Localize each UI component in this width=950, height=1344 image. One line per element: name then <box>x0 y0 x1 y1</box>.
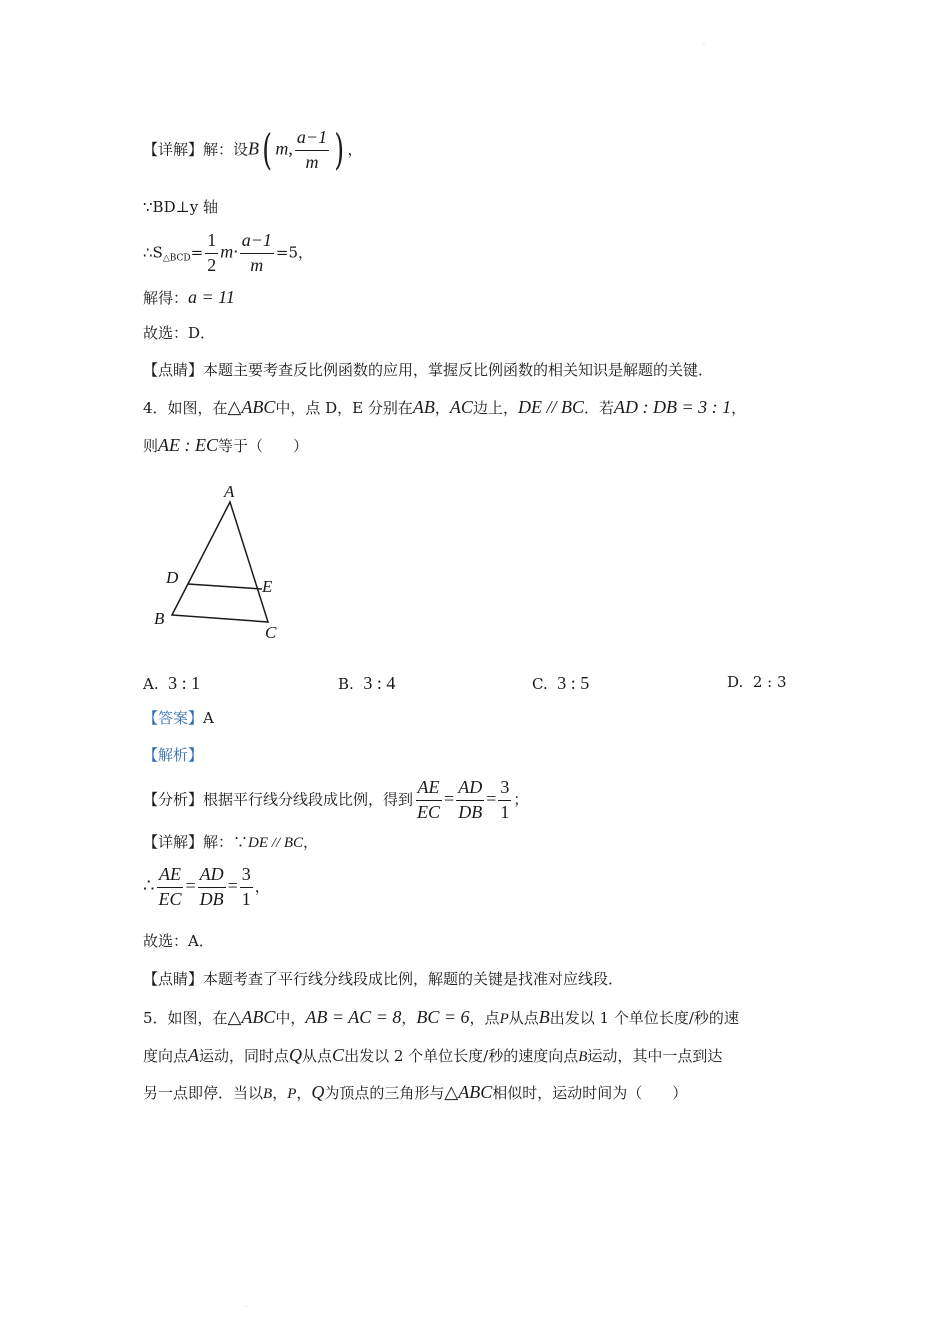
detail-line-2: ∵BD⊥y 轴 <box>143 198 218 216</box>
area-formula-line: $\therefore S_{\triangle BCD}=$ $\frac{1}{2}$ m· $\frac{a-1}{m}$ =5， <box>143 230 313 275</box>
q4-line-2: 则AE : EC等于（ ） <box>143 435 309 455</box>
analysis-line: 【分析】根据平行线分线段成比例，得到 $\frac{AE}{EC}$ = $\frac{AD}{DB}$ = $\frac{3}{1}$ ； <box>143 777 529 822</box>
q5-line-1: 5．如图，在△ABC中，AB = AC = 8，BC = 6，点P从点B出发以 1 个单位长度/秒的速 <box>143 1007 739 1027</box>
segment-de <box>188 584 262 589</box>
label-d: D <box>166 568 179 587</box>
half-fraction: $\frac{1}{2}$ <box>207 230 217 275</box>
choose-line-2: 故选：A． <box>143 932 214 950</box>
triangle-abc <box>172 502 268 622</box>
footer-dot: · <box>245 1304 247 1311</box>
choose-line-1: 故选：D． <box>143 324 216 342</box>
remark-line-2: 【点睛】本题考查了平行线分线段成比例，解题的关键是找准对应线段． <box>143 970 624 988</box>
triangle-figure <box>140 478 300 648</box>
label-c: C <box>265 623 277 642</box>
q4-line-1: 4．如图，在△ABC中，点 D，E 分别在AB，AC边上，DE // BC．若AD : DB = 3 : 1， <box>143 397 747 417</box>
answer-line: 【答案】A <box>143 709 214 727</box>
detail-line-1: 【详解】解：设B( m, $\frac{a-1}{m}$ ) ， <box>143 125 363 175</box>
option-c[interactable]: C. 3 : 5 <box>532 673 590 693</box>
label-a: A <box>224 482 235 501</box>
detail-line-q4: 【详解】解：∵DE // BC， <box>143 833 319 851</box>
fraction: $\frac{a-1}{m}$ <box>296 127 328 172</box>
option-a[interactable]: A. 3 : 1 <box>143 673 201 693</box>
solve-line: 解得：a = 11 <box>143 287 235 307</box>
option-d[interactable]: D. 2 : 3 <box>727 673 787 691</box>
q5-line-3: 另一点即停．当以B，P，Q为顶点的三角形与△ABC相似时，运动时间为（ ） <box>143 1082 688 1102</box>
corner-dot: · <box>703 42 705 49</box>
remark-line-1: 【点睛】本题主要考查反比例函数的应用，掌握反比例函数的相关知识是解题的关键． <box>143 361 714 379</box>
detail-tag: 【详解】 <box>143 140 204 159</box>
q5-line-2: 度向点A运动，同时点Q从点C出发以 2 个单位长度/秒的速度向点B运动，其中一点到达 <box>143 1045 723 1065</box>
therefore-line: ∴ $\frac{AE}{EC}$ = $\frac{AD}{DB}$ = $\frac{3}{1}$ ， <box>143 864 270 909</box>
option-b[interactable]: B. 3 : 4 <box>338 673 396 693</box>
label-b: B <box>154 609 165 628</box>
fraction: $\frac{a-1}{m}$ <box>241 230 272 275</box>
label-e: E <box>262 577 273 596</box>
analysis-tag: 【解析】 <box>143 746 204 764</box>
